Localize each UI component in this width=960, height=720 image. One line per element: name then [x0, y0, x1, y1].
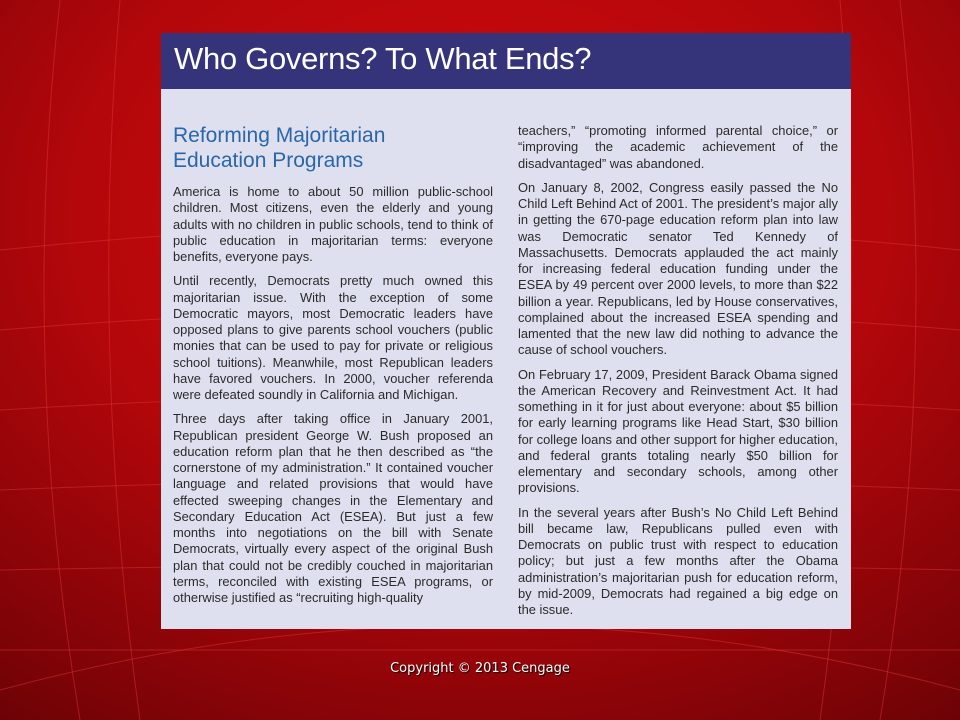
- paragraph: In the several years after Bush’s No Child Left Behind bill became law, Republicans pulled even with Democrats on public trust with respect to education policy; but just a few months after the Obama administration’s majoritarian push for education reform, by mid-2009, Democrats had regained a big edge on the issue.: [518, 504, 838, 617]
- article-panel: [161, 33, 851, 629]
- article-heading-line-2: Education Programs: [173, 149, 364, 172]
- article-heading: [173, 123, 493, 173]
- paragraph: America is home to about 50 million public-school children. Most citizens, even the elderly and young adults with no children in public schools, tend to think of public education in majoritarian terms: everyone benefits, everyone pays.: [173, 184, 493, 264]
- paragraph: Until recently, Democrats pretty much owned this majoritarian issue. With the exception of some Democratic mayors, most Democratic leaders have opposed plans to give parents school vouchers (public monies that can be used to pay for private or religious school tuitions). Meanwhile, most Republican leaders have favored vouchers. In 2000, voucher referenda were defeated soundly in California and Michigan.: [173, 273, 493, 402]
- article-left-column: [173, 123, 493, 614]
- paragraph: teachers,” “promoting informed parental choice,” or “improving the academic achievement of the disadvantaged” was abandoned.: [518, 123, 838, 171]
- article-right-column: [518, 123, 838, 626]
- slide-title: Who Governs? To What Ends?: [174, 41, 592, 76]
- paragraph: On January 8, 2002, Congress easily passed the No Child Left Behind Act of 2001. The president’s major ally in getting the 670-page education reform plan into law was Democratic senator Ted Kennedy of Massachusetts. Democrats applauded the act mainly for increasing federal education funding under the ESEA by 49 percent over 2000 levels, to more than $22 billion a year. Republicans, led by House conservatives, complained about the increased ESEA spending and lamented that the new law did nothing to advance the cause of school vouchers.: [518, 179, 838, 358]
- paragraph: Three days after taking office in January 2001, Republican president George W. Bush proposed an education reform plan that he then described as “the cornerstone of my administration.” It contained voucher language and related provisions that would have effected sweeping changes in the Elementary and Secondary Education Act (ESEA). But just a few months into negotiations on the bill with Senate Democrats, virtually every aspect of the original Bush plan that could not be credibly couched in majoritarian terms, reconciled with existing ESEA programs, or otherwise justified as “recruiting high-quality: [173, 411, 493, 605]
- paragraph: On February 17, 2009, President Barack Obama signed the American Recovery and Reinvestment Act. It had something in it for just about everyone: about $5 billion for early learning programs like Head Start, $30 billion for college loans and other support for higher education, and federal grants totaling nearly $50 billion for elementary and secondary schools, among other provisions.: [518, 366, 838, 496]
- copyright-notice: Copyright © 2013 Cengage: [390, 661, 570, 676]
- article-heading-line-1: Reforming Majoritarian: [173, 124, 386, 147]
- title-bar: [161, 33, 851, 89]
